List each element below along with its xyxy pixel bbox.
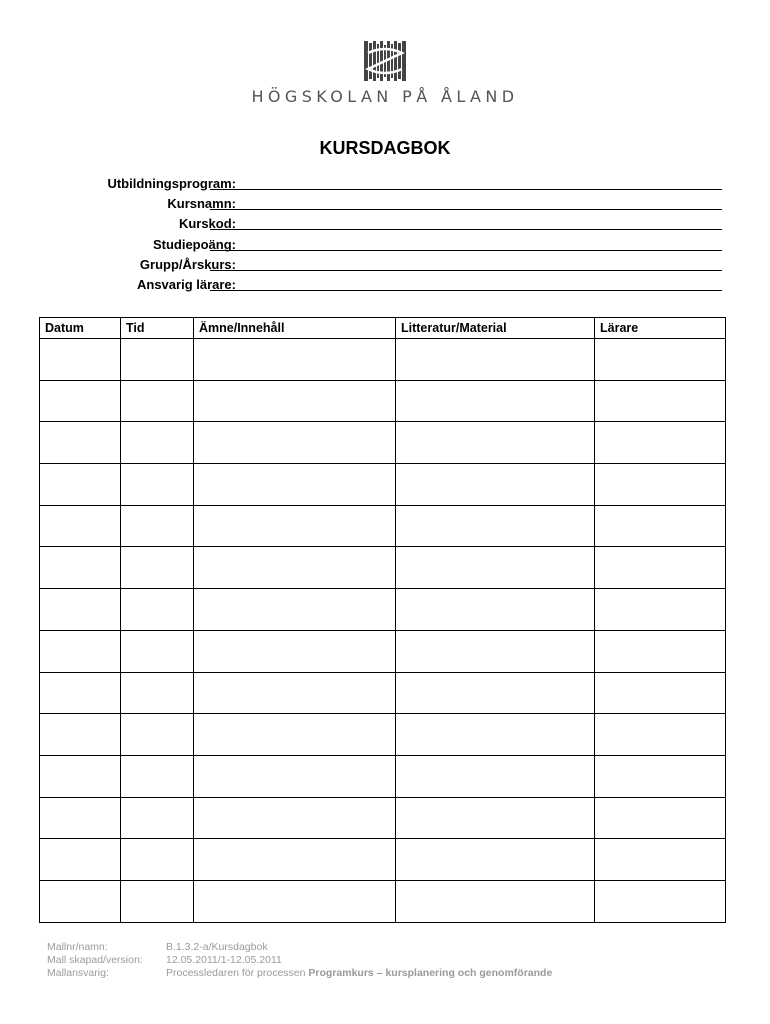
table-cell[interactable]: [194, 589, 396, 631]
table-row: [40, 422, 726, 464]
form-row-kurskod: [40, 216, 730, 236]
table-cell[interactable]: [595, 755, 726, 797]
table-cell[interactable]: [121, 839, 194, 881]
table-cell[interactable]: [595, 880, 726, 922]
table-row: [40, 339, 726, 381]
table-cell[interactable]: [194, 880, 396, 922]
utbildningsprogram-field[interactable]: [210, 189, 722, 190]
table-row: [40, 755, 726, 797]
document-footer: [47, 941, 552, 980]
table-cell[interactable]: [595, 672, 726, 714]
table-cell[interactable]: [595, 505, 726, 547]
table-cell[interactable]: [194, 755, 396, 797]
column-header-datum: Datum: [40, 318, 121, 339]
field-label: Utbildningsprogram:: [107, 176, 236, 191]
table-cell[interactable]: [121, 422, 194, 464]
table-cell[interactable]: [194, 464, 396, 506]
ansvarig-larare-field[interactable]: [210, 290, 722, 291]
table-cell[interactable]: [194, 714, 396, 756]
table-cell[interactable]: [194, 839, 396, 881]
table-cell[interactable]: [121, 630, 194, 672]
table-row: [40, 630, 726, 672]
table-cell[interactable]: [40, 589, 121, 631]
table-cell[interactable]: [121, 714, 194, 756]
table-cell[interactable]: [595, 339, 726, 381]
table-cell[interactable]: [595, 630, 726, 672]
form-row-utbildningsprogram: [40, 176, 730, 196]
table-cell[interactable]: [40, 839, 121, 881]
footer-value: [166, 967, 552, 980]
table-cell[interactable]: [121, 672, 194, 714]
table-cell[interactable]: [194, 630, 396, 672]
form-row-ansvarig-larare: [40, 277, 730, 297]
table-cell[interactable]: [396, 672, 595, 714]
table-cell[interactable]: [121, 880, 194, 922]
table-cell[interactable]: [595, 547, 726, 589]
table-row: [40, 547, 726, 589]
table-cell[interactable]: [40, 630, 121, 672]
column-header-tid: Tid: [121, 318, 194, 339]
table-cell[interactable]: [595, 714, 726, 756]
field-label: Kurskod:: [178, 216, 236, 232]
form-row-studiepoang: [40, 237, 730, 257]
table-cell[interactable]: [40, 880, 121, 922]
column-header-litteratur: Litteratur/Material: [396, 318, 595, 339]
footer-value-prefix: Processledaren för processen: [166, 967, 309, 979]
table-cell[interactable]: [396, 339, 595, 381]
table-cell[interactable]: [194, 672, 396, 714]
table-body: [40, 339, 726, 923]
field-label: Studiepoäng:: [152, 236, 236, 252]
table-cell[interactable]: [121, 755, 194, 797]
table-cell[interactable]: [40, 505, 121, 547]
table-cell[interactable]: [396, 464, 595, 506]
table-cell[interactable]: [396, 630, 595, 672]
course-info-form: [40, 176, 730, 297]
table-cell[interactable]: [396, 589, 595, 631]
footer-key: Mallansvarig:: [47, 967, 109, 979]
column-header-larare: Lärare: [595, 318, 726, 339]
table-cell[interactable]: [121, 797, 194, 839]
table-row: [40, 714, 726, 756]
field-label: Kursnamn:: [167, 196, 236, 212]
table-row: [40, 839, 726, 881]
footer-row: [47, 941, 552, 954]
table-cell[interactable]: [40, 464, 121, 506]
table-cell[interactable]: [121, 547, 194, 589]
table-cell[interactable]: [595, 422, 726, 464]
table-cell[interactable]: [40, 547, 121, 589]
table-cell[interactable]: [121, 589, 194, 631]
table-cell[interactable]: [194, 422, 396, 464]
table-cell[interactable]: [40, 672, 121, 714]
table-cell[interactable]: [595, 797, 726, 839]
course-journal-table: [39, 317, 726, 923]
form-row-kursnamn: [40, 196, 730, 216]
table-cell[interactable]: [396, 839, 595, 881]
table-cell[interactable]: [396, 880, 595, 922]
table-cell[interactable]: [194, 380, 396, 422]
table-row: [40, 464, 726, 506]
table-cell[interactable]: [396, 380, 595, 422]
table-cell[interactable]: [396, 505, 595, 547]
table-cell[interactable]: [40, 380, 121, 422]
table-cell[interactable]: [396, 797, 595, 839]
footer-value-bold: Programkurs – kursplanering och genomförande: [308, 967, 553, 979]
table-cell[interactable]: [40, 422, 121, 464]
table-cell[interactable]: [595, 589, 726, 631]
column-header-amne: Ämne/Innehåll: [194, 318, 396, 339]
field-label: Ansvarig lärare:: [137, 276, 236, 292]
table-cell[interactable]: [40, 714, 121, 756]
table-row: [40, 797, 726, 839]
table-cell[interactable]: [194, 797, 396, 839]
institution-name: HÖGSKOLAN PÅ ÅLAND: [251, 87, 519, 106]
kurskod-field[interactable]: [210, 229, 722, 230]
table-cell[interactable]: [121, 380, 194, 422]
table-cell[interactable]: [595, 380, 726, 422]
table-row: [40, 589, 726, 631]
table-cell[interactable]: [194, 505, 396, 547]
footer-key: Mallnr/namn:: [47, 941, 108, 953]
footer-row: [47, 954, 552, 967]
footer-value: B.1.3.2-a/Kursdagbok: [166, 941, 268, 953]
table-header-row: [40, 318, 726, 339]
grupp-arskurs-field[interactable]: [210, 270, 722, 271]
hogskolan-logo-icon: [362, 41, 408, 81]
studiepoang-field[interactable]: [210, 250, 722, 251]
footer-key: Mall skapad/version:: [47, 954, 143, 966]
table-cell[interactable]: [194, 547, 396, 589]
footer-value: 12.05.2011/1-12.05.2011: [166, 954, 282, 966]
form-row-grupp-arskurs: [40, 257, 730, 277]
table-cell[interactable]: [595, 839, 726, 881]
table-cell[interactable]: [121, 505, 194, 547]
table-row: [40, 880, 726, 922]
table-cell[interactable]: [396, 422, 595, 464]
table-cell[interactable]: [40, 755, 121, 797]
footer-row: [47, 967, 552, 980]
table-cell[interactable]: [595, 464, 726, 506]
table-row: [40, 505, 726, 547]
table-cell[interactable]: [194, 339, 396, 381]
table-cell[interactable]: [396, 547, 595, 589]
field-label: Grupp/Årskurs:: [139, 256, 236, 272]
table-cell[interactable]: [396, 714, 595, 756]
page-title: KURSDAGBOK: [319, 138, 451, 158]
table-cell[interactable]: [40, 797, 121, 839]
table-cell[interactable]: [40, 339, 121, 381]
table-row: [40, 380, 726, 422]
table-row: [40, 672, 726, 714]
table-cell[interactable]: [121, 339, 194, 381]
table-cell[interactable]: [396, 755, 595, 797]
table-cell[interactable]: [121, 464, 194, 506]
kursnamn-field[interactable]: [210, 209, 722, 210]
